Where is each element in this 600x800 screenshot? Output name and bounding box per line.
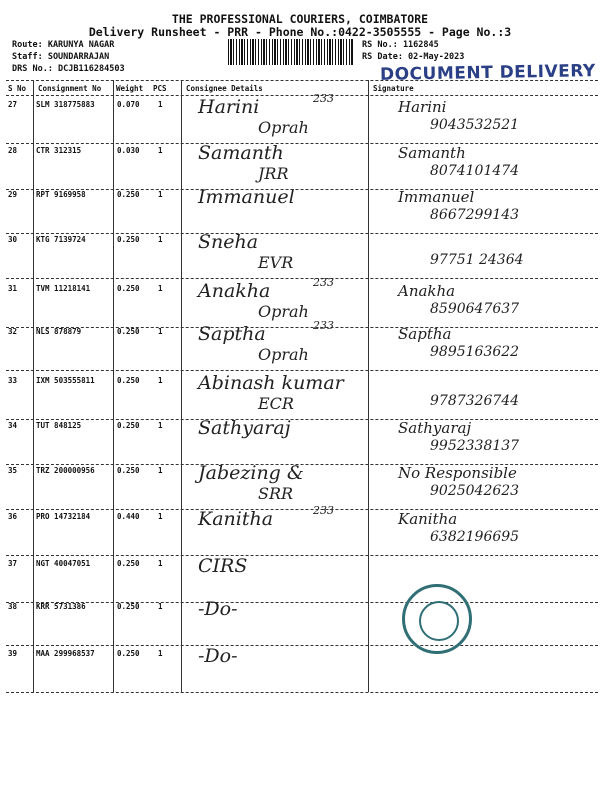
signature-phone: 9025042623 xyxy=(430,483,520,499)
column-header-pcs: PCS xyxy=(153,84,167,93)
row-sno: 27 xyxy=(8,100,18,109)
row-sno: 33 xyxy=(8,376,18,385)
row-sno: 32 xyxy=(8,327,18,336)
rs-number: RS No.: 1162845 xyxy=(362,40,439,50)
row-consignment-no: TVM 11218141 xyxy=(36,284,91,293)
row-weight: 0.070 xyxy=(117,100,140,109)
staff-label: Staff: SOUNDARRAJAN xyxy=(12,52,110,62)
signature-name: Sathyaraj xyxy=(398,419,472,437)
row-weight: 0.250 xyxy=(117,190,140,199)
signature-phone: 8667299143 xyxy=(430,207,520,223)
row-consignment-no: NLS 878879 xyxy=(36,327,82,336)
row-weight: 0.440 xyxy=(117,512,140,521)
row-sno: 30 xyxy=(8,235,18,244)
row-weight: 0.250 xyxy=(117,559,140,568)
row-weight: 0.250 xyxy=(117,421,140,430)
row-sno: 28 xyxy=(8,146,18,155)
row-pcs: 1 xyxy=(158,235,163,244)
signature-phone: 9952338137 xyxy=(430,438,520,454)
row-sno: 36 xyxy=(8,512,18,521)
column-header-consignment: Consignment No xyxy=(38,84,102,93)
signature-name: Saptha xyxy=(398,325,452,343)
row-pcs: 1 xyxy=(158,327,163,336)
consignee-name: Jabezing & xyxy=(198,462,304,484)
company-title: THE PROFESSIONAL COURIERS, COIMBATORE xyxy=(171,12,429,26)
row-pcs: 1 xyxy=(158,146,163,155)
document-delivery-stamp: DOCUMENT DELIVERY xyxy=(379,61,596,85)
column-header-signature: Signature xyxy=(373,84,414,93)
signature-phone: 9787326744 xyxy=(430,393,520,409)
row-weight: 0.250 xyxy=(117,466,140,475)
row-pcs: 1 xyxy=(158,190,163,199)
consignee-name: Abinash kumar xyxy=(198,372,344,394)
consignee-note: 233 xyxy=(313,319,334,332)
consignee-name: Saptha xyxy=(198,323,266,345)
row-separator xyxy=(6,143,598,144)
row-consignment-no: KRR 5731386 xyxy=(36,602,86,611)
row-separator xyxy=(6,645,598,646)
column-header-consignee: Consignee Details xyxy=(186,84,263,93)
rs-date: RS Date: 02-May-2023 xyxy=(362,52,465,62)
row-weight: 0.250 xyxy=(117,649,140,658)
column-divider xyxy=(33,80,34,692)
row-pcs: 1 xyxy=(158,100,163,109)
row-sno: 35 xyxy=(8,466,18,475)
row-pcs: 1 xyxy=(158,649,163,658)
consignee-area: ECR xyxy=(258,394,294,413)
row-pcs: 1 xyxy=(158,559,163,568)
header-rule-top xyxy=(6,80,598,81)
row-consignment-no: IXM 503555811 xyxy=(36,376,95,385)
row-consignment-no: TUT 848125 xyxy=(36,421,82,430)
signature-name: Harini xyxy=(398,98,447,116)
row-separator xyxy=(6,233,598,234)
consignee-name: Harini xyxy=(198,96,260,118)
row-weight: 0.250 xyxy=(117,602,140,611)
consignee-name: Sathyaraj xyxy=(198,417,291,439)
row-sno: 38 xyxy=(8,602,18,611)
consignee-name: Immanuel xyxy=(198,186,295,208)
row-weight: 0.250 xyxy=(117,327,140,336)
consignee-name: Samanth xyxy=(198,142,284,164)
consignee-name: CIRS xyxy=(198,555,248,577)
consignee-note: 233 xyxy=(313,504,334,517)
consignee-area: SRR xyxy=(258,484,294,503)
column-divider xyxy=(113,80,114,692)
consignee-name: Anakha xyxy=(198,280,271,302)
signature-phone: 9895163622 xyxy=(430,344,520,360)
row-weight: 0.250 xyxy=(117,235,140,244)
consignee-name: -Do- xyxy=(198,598,238,620)
column-divider xyxy=(368,80,369,692)
signature-phone: 6382196695 xyxy=(430,529,520,545)
row-separator xyxy=(6,327,598,328)
runsheet-subtitle: Delivery Runsheet - PRR - Phone No.:0422-3505555 - Page No.:3 xyxy=(88,25,512,39)
signature-phone: 8590647637 xyxy=(430,301,520,317)
row-separator xyxy=(6,602,598,603)
consignee-name: Kanitha xyxy=(198,508,274,530)
row-pcs: 1 xyxy=(158,512,163,521)
column-header-sno: S No xyxy=(8,84,27,93)
consignee-area: Oprah xyxy=(258,118,309,137)
route-label: Route: KARUNYA NAGAR xyxy=(12,40,115,50)
row-separator xyxy=(6,278,598,279)
consignee-name: -Do- xyxy=(198,645,238,667)
consignee-name: Sneha xyxy=(198,231,259,253)
row-pcs: 1 xyxy=(158,602,163,611)
company-seal xyxy=(402,584,472,654)
column-divider xyxy=(181,80,182,692)
row-weight: 0.250 xyxy=(117,376,140,385)
row-consignment-no: RPT 9169958 xyxy=(36,190,86,199)
consignee-area: Oprah xyxy=(258,345,309,364)
row-weight: 0.250 xyxy=(117,284,140,293)
signature-name: Immanuel xyxy=(398,188,475,206)
row-sno: 37 xyxy=(8,559,18,568)
row-separator xyxy=(6,419,598,420)
row-separator xyxy=(6,692,598,693)
row-sno: 31 xyxy=(8,284,18,293)
row-consignment-no: CTR 312315 xyxy=(36,146,82,155)
row-separator xyxy=(6,555,598,556)
signature-name: Anakha xyxy=(398,282,456,300)
row-consignment-no: SLM 318775883 xyxy=(36,100,95,109)
row-pcs: 1 xyxy=(158,284,163,293)
row-consignment-no: NGT 40047051 xyxy=(36,559,91,568)
row-pcs: 1 xyxy=(158,376,163,385)
signature-phone: 9043532521 xyxy=(430,117,520,133)
signature-phone: 8074101474 xyxy=(430,163,520,179)
row-separator xyxy=(6,189,598,190)
row-separator xyxy=(6,370,598,371)
consignee-area: JRR xyxy=(258,164,289,183)
drs-number: DRS No.: DCJB116284503 xyxy=(12,64,125,74)
signature-name: Samanth xyxy=(398,144,466,162)
signature-name: No Responsible xyxy=(398,464,517,482)
row-consignment-no: TRZ 200000956 xyxy=(36,466,95,475)
consignee-note: 233 xyxy=(313,92,334,105)
barcode-icon xyxy=(228,39,354,65)
consignee-area: EVR xyxy=(258,253,294,272)
signature-name: Kanitha xyxy=(398,510,458,528)
column-header-weight: Weight xyxy=(116,84,144,93)
row-consignment-no: MAA 299968537 xyxy=(36,649,95,658)
row-weight: 0.030 xyxy=(117,146,140,155)
row-consignment-no: KTG 7139724 xyxy=(36,235,86,244)
row-separator xyxy=(6,509,598,510)
row-consignment-no: PRO 14732184 xyxy=(36,512,91,521)
header-rule-bottom xyxy=(6,95,598,96)
signature-phone: 97751 24364 xyxy=(430,252,524,268)
consignee-note: 233 xyxy=(313,276,334,289)
row-sno: 39 xyxy=(8,649,18,658)
row-sno: 29 xyxy=(8,190,18,199)
row-pcs: 1 xyxy=(158,421,163,430)
consignee-area: Oprah xyxy=(258,302,309,321)
row-sno: 34 xyxy=(8,421,18,430)
row-pcs: 1 xyxy=(158,466,163,475)
seal-inner-ring xyxy=(419,601,459,641)
